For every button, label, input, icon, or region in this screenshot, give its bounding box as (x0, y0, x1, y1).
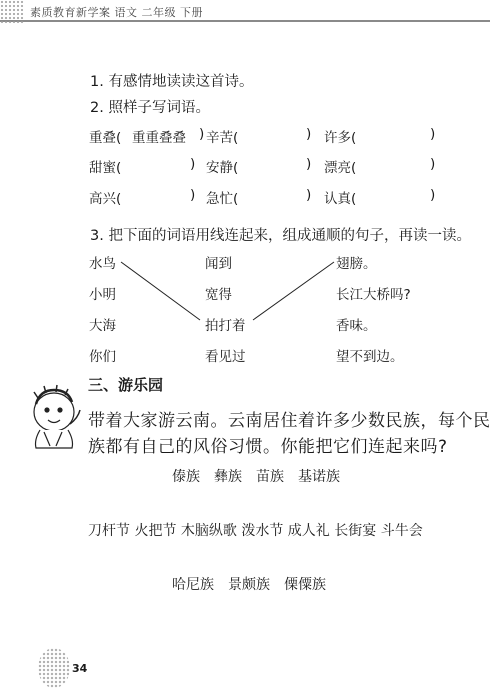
word-xinku: 辛苦( (206, 130, 239, 146)
blank-close: ) (190, 187, 196, 203)
word-anjing: 安静( (206, 160, 239, 176)
blank-close: ) (190, 156, 196, 172)
match-object-2: 长江大桥吗? (336, 287, 411, 303)
word-chongdie: 重叠( (89, 130, 122, 146)
page-number: 34 (72, 662, 88, 675)
match-subject-2: 小明 (89, 287, 116, 303)
corner-decoration (38, 648, 70, 688)
question-1: 1. 有感情地读读这首诗。 (90, 74, 254, 90)
match-object-1: 翅膀。 (336, 256, 377, 272)
match-subject-1: 水鸟 (89, 256, 116, 272)
match-verb-3: 拍打着 (205, 318, 246, 334)
match-verb-4: 看见过 (205, 349, 246, 365)
match-object-3: 香味。 (336, 318, 377, 334)
word-piaoliang: 漂亮( (324, 160, 357, 176)
question-2: 2. 照样子写词语。 (90, 100, 210, 116)
match-verb-2: 宽得 (205, 287, 232, 303)
intro-line-2: 族都有自己的风俗习惯。你能把它们连起来吗? (88, 437, 448, 457)
match-verb-1: 闻到 (205, 256, 232, 272)
question-3: 3. 把下面的词语用线连起来，组成通顺的句子，再读一读。 (90, 228, 471, 244)
match-subject-3: 大海 (89, 318, 116, 334)
festival-list: 刀杆节 火把节 木脑纵歌 泼水节 成人礼 长街宴 斗牛会 (88, 523, 423, 539)
blank-close: ) (430, 126, 436, 142)
match-subject-4: 你们 (89, 349, 116, 365)
blank-close: ) (306, 187, 312, 203)
word-renzhen: 认真( (324, 191, 357, 207)
section-title: 三、游乐园 (88, 376, 164, 394)
word-xuduo: 许多( (324, 130, 357, 146)
match-object-4: 望不到边。 (336, 349, 404, 365)
ethnic-groups-bottom: 哈尼族 景颇族 傈僳族 (172, 577, 326, 593)
blank-close: ) (430, 156, 436, 172)
intro-line-1: 带着大家游云南。云南居住着许多少数民族，每个民 (88, 411, 490, 431)
word-jimang: 急忙( (206, 191, 239, 207)
blank-close: ) (430, 187, 436, 203)
header-title: 素质教育新学案 语文 二年级 下册 (30, 6, 203, 19)
example-answer: 重重叠叠 (132, 130, 186, 146)
paren-close: ) (199, 126, 205, 142)
word-tianmi: 甜蜜( (89, 160, 122, 176)
blank-close: ) (306, 156, 312, 172)
ethnic-groups-top: 傣族 彝族 苗族 基诺族 (172, 469, 340, 485)
blank-close: ) (306, 126, 312, 142)
word-gaoxing: 高兴( (89, 191, 122, 207)
